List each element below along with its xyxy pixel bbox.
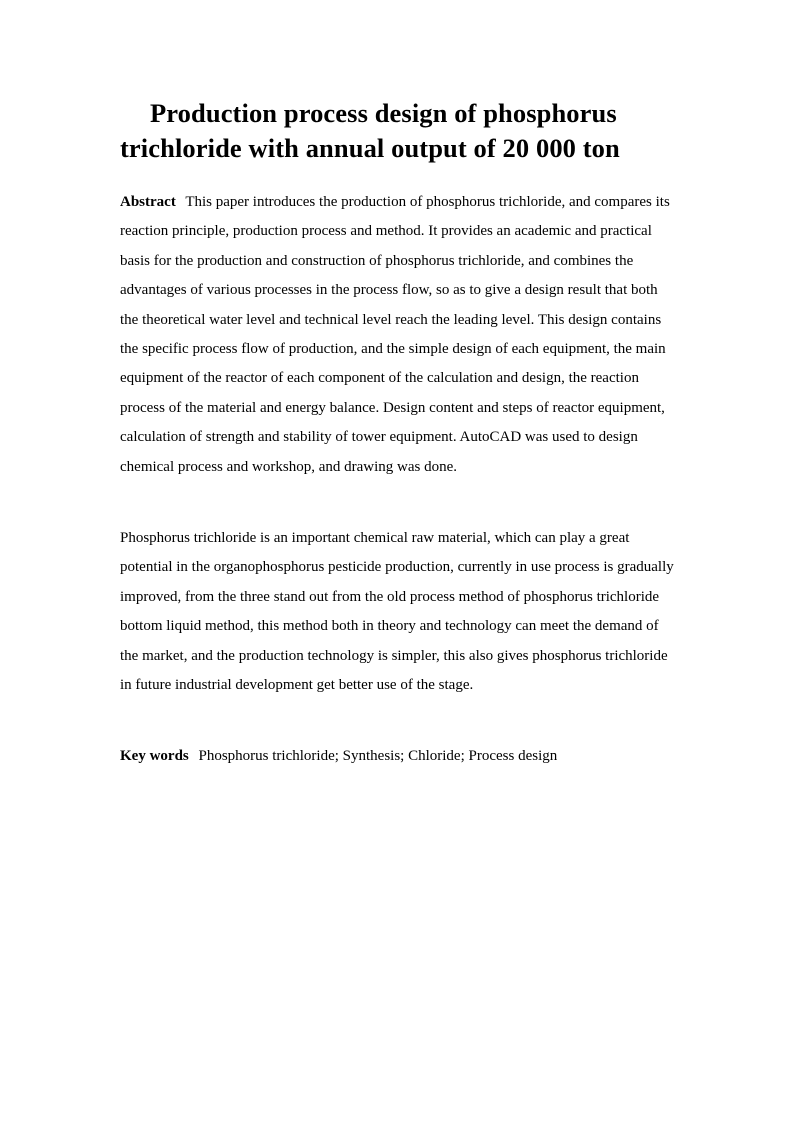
keywords-text: Phosphorus trichloride; Synthesis; Chloride; Process design	[198, 748, 558, 764]
abstract-label: Abstract	[120, 194, 176, 210]
keywords-label: Key words	[120, 748, 189, 764]
keywords-line	[120, 742, 676, 771]
abstract-text: This paper introduces the production of phosphorus trichloride, and compares its reaction principle, production process and method. It provides an academic and practical basis for the production and construction of phosphorus trichloride, and combines the advantages of various processes in the process flow, so as to give a design result that both the theoretical water level and technical level reach the leading level. This design contains the specific process flow of production, and the simple design of each equipment, the main equipment of the reactor of each component of the calculation and design, the reaction process of the material and energy balance. Design content and steps of reactor equipment, calculation of strength and stability of tower equipment. AutoCAD was used to design chemical process and workshop, and drawing was done.	[120, 194, 670, 475]
body-paragraph: Phosphorus trichloride is an important chemical raw material, which can play a great potential in the organophosphorus pesticide production, currently in use process is gradually improved, from the three stand out from the old process method of phosphorus trichloride bottom liquid method, this method both in theory and technology can meet the demand of the market, and the production technology is simpler, this also gives phosphorus trichloride in future industrial development get better use of the stage.	[120, 530, 674, 694]
paper-title: Production process design of phosphorus trichloride with annual output of 20 000 ton	[120, 98, 620, 163]
abstract-paragraph	[120, 188, 676, 482]
